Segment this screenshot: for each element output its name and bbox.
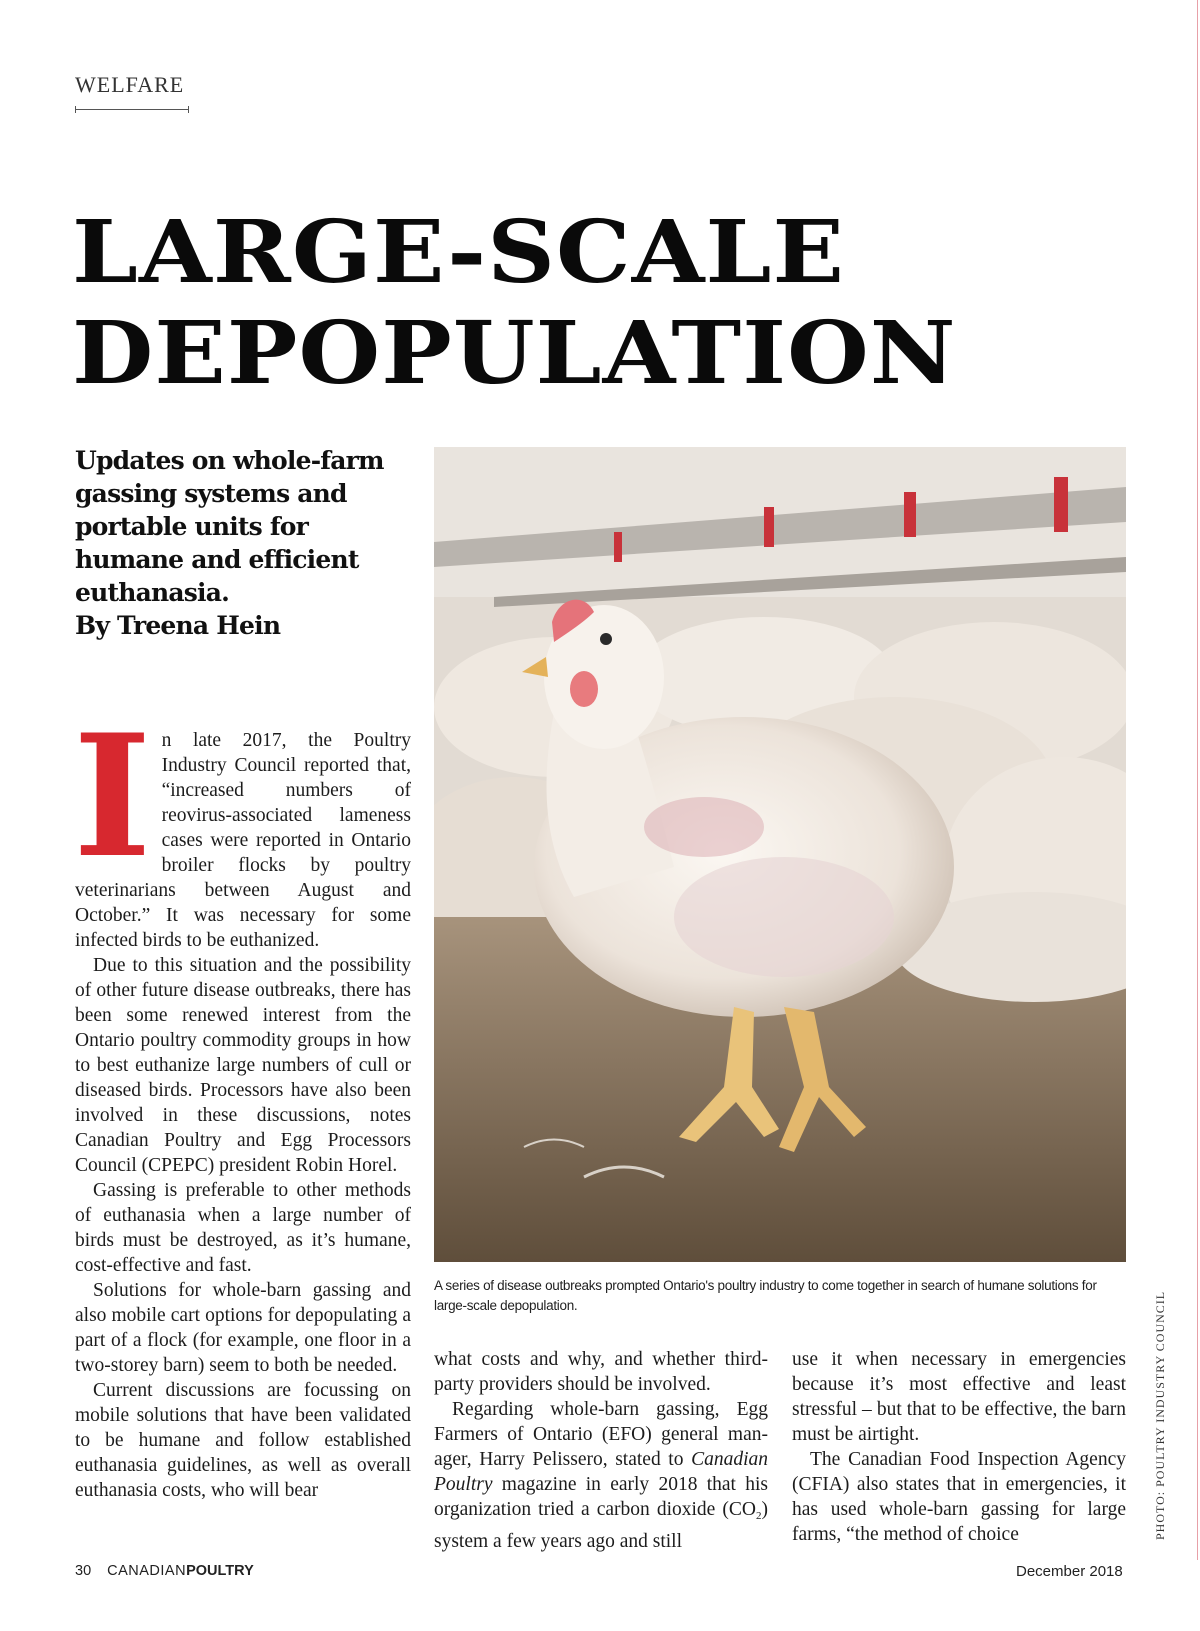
magazine-name-part-2: POULTRY [186,1563,254,1579]
article-column-1 [73,697,411,1503]
paragraph-text: magazine in early 2018 that his organization tried a carbon dioxide (CO [434,1474,768,1520]
paragraph: The Canadian Food Inspection Agency (CFIA) also states that in emergencies, it has used whole-barn gassing for large farms, “the method of choice [792,1449,1126,1545]
magazine-name-part-1: CANADIAN [107,1563,187,1579]
paragraph: Gassing is preferable to other methods of euthanasia when a large number of birds must be destroyed, as it’s humane, cost-effective and fast. [75,1180,411,1276]
page-number: 30 [75,1563,92,1579]
issue-date: December 2018 [1016,1563,1123,1580]
photo-caption: A series of disease outbreaks prompted Ontario's poultry industry to come together in search of humane solutions for large-scale depopulation. [434,1278,1097,1313]
section-label: WELFARE [75,72,185,97]
article-column-3 [792,1347,1126,1547]
deck-text: Updates on whole-farm gassing systems and portable units for humane and efficient euthanasia. [75,446,384,607]
chicken-illustration [434,447,1126,1262]
paragraph: use it when necessary in emergencies because it’s most effective and least stressful – but that to be effective, the barn must be airtight. [792,1349,1126,1445]
paragraph-text: ) system a few years ago and still [434,1499,768,1552]
paragraph: Solutions for whole-barn gassing and also mobile cart options for depopulating a part of a flock (for example, one floor in a two-storey barn) seem to both be needed. [75,1280,411,1376]
byline: By Treena Hein [75,611,281,640]
chicken-photo [434,447,1126,1262]
page-edge-rule [1197,0,1198,1560]
footer-folio [75,1563,254,1579]
magazine-name: Canadian Poultry [434,1449,768,1495]
headline [72,202,957,404]
paragraph-text: Regarding whole-barn gassing, Egg Farmers of Ontario (EFO) general manager, Harry Pelissero, stated to [434,1399,768,1470]
deck [75,444,405,642]
subscript: 2 [756,1510,762,1522]
paragraph: Due to this situation and the possibility of other future disease outbreaks, there has been some renewed interest from the Ontario poultry commodity groups in how to best euthanize large numbers of cull or diseased birds. Processors have also been involved in these discussions, notes Canadian Poultry and Egg Processors Council (CPEPC) president Robin Horel. [75,955,411,1176]
paragraph: what costs and why, and whether third-party providers should be involved. [434,1349,768,1395]
section-underline [75,109,189,110]
article-column-2 [434,1347,768,1554]
paragraph: Current discussions are focussing on mobile solutions that have been validated to be humane and follow established euthanasia guidelines, as well as overall euthanasia costs, who will bear [75,1380,411,1501]
photo-credit: PHOTO: POULTRY INDUSTRY COUNCIL [1153,1290,1167,1540]
paragraph [73,697,411,953]
headline-line-1: LARGE-SCALE [72,202,846,303]
drop-cap: I [73,697,152,895]
paragraph [434,1397,768,1554]
headline-line-2: DEPOPULATION [72,303,957,404]
paragraph-text: n late 2017, the Poultry Industry Council reported that, “increased numbers of reovirus-associated lameness cases were reported in Ontario broiler flocks by poultry veterinarians between August and October.” It was necessary for some infected birds to be euthanized. [75,730,411,951]
